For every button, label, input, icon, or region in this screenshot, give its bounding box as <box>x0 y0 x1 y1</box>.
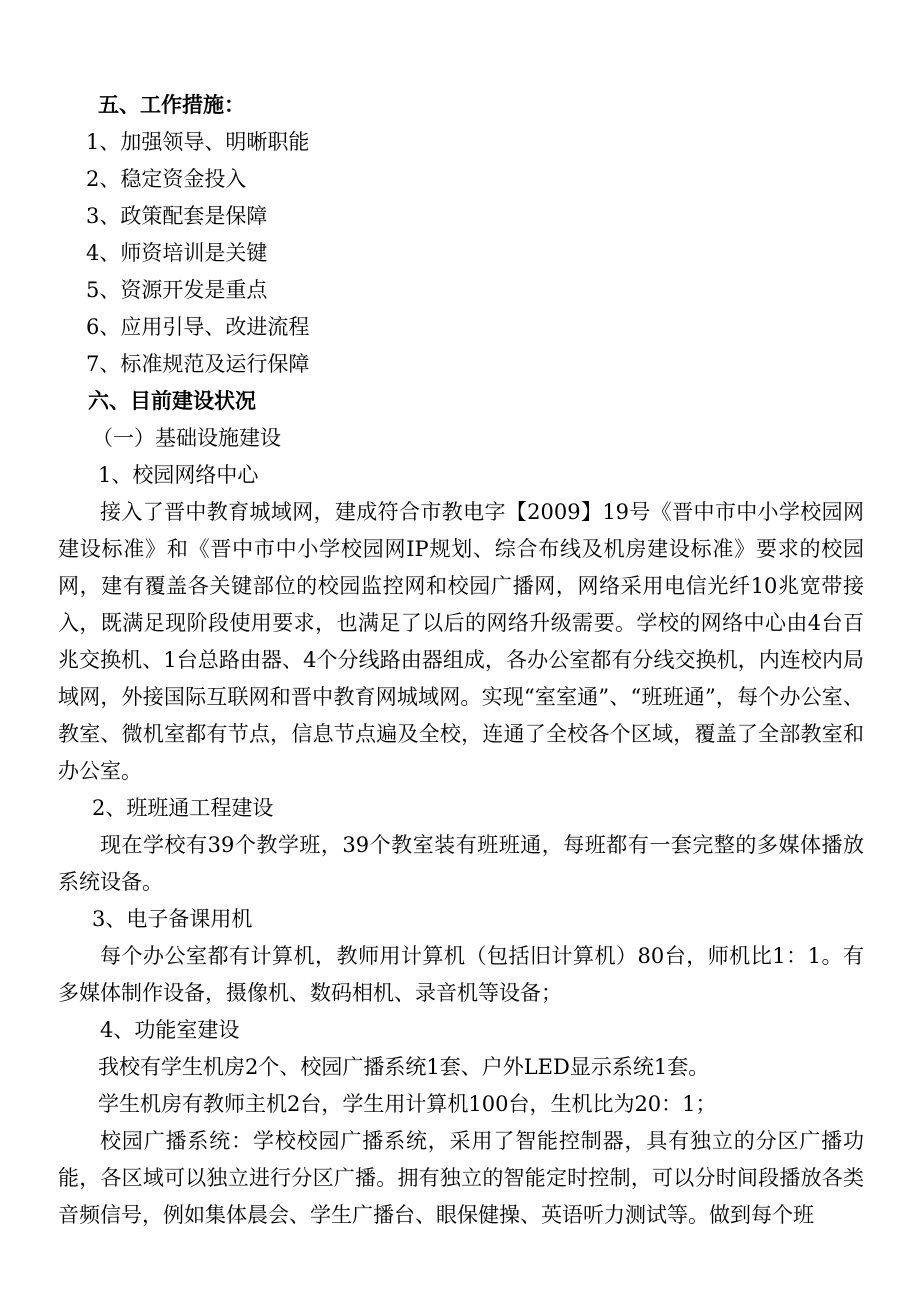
measure-item-5: 5、资源开发是重点 <box>86 278 268 302</box>
measure-item-7: 7、标准规范及运行保障 <box>86 352 310 376</box>
function-room-line-1: 我校有学生机房2个、校园广播系统1套、户外LED显示系统1套。 <box>98 1055 710 1079</box>
class-link-paragraph: 现在学校有39个教学班，39个教室装有班班通，每班都有一套完整的多媒体播放系统设备。 <box>58 833 864 894</box>
class-link-title: 2、班班通工程建设 <box>92 796 274 820</box>
measure-item-2: 2、稳定资金投入 <box>86 167 247 191</box>
lesson-prep-title: 3、电子备课用机 <box>92 907 253 931</box>
measure-item-4: 4、师资培训是关键 <box>86 241 268 265</box>
network-center-paragraph: 接入了晋中教育城域网，建成符合市教电字【2009】19号《晋中市中小学校园网建设标准》和《晋中市中小学校园网IP规划、综合布线及机房建设标准》要求的校园网，建有覆盖各关键部位的校园监控网和校园广播网，网络采用电信光纤10兆宽带接入，既满足现阶段使用要求，也满足了以后的网络升级需要。学校的网络中心由4台百兆交换机、1台总路由器、4个分线路由器组成，各办公室都有分线交换机，内连校内局域网，外接国际互联网和晋中教育网城域网。实现“室室通”、“班班通”，每个办公室、教室、微机室都有节点，信息节点遍及全校，连通了全校各个区域，覆盖了全部教室和办公室。 <box>58 500 864 783</box>
section-six-title: 六、目前建设状况 <box>88 388 256 413</box>
measure-item-1: 1、加强领导、明晰职能 <box>86 130 310 154</box>
function-room-title: 4、功能室建设 <box>100 1018 240 1042</box>
subsection-infrastructure-title: （一）基础设施建设 <box>92 426 281 450</box>
section-five-title: 五、工作措施： <box>98 92 245 117</box>
function-room-line-2: 学生机房有教师主机2台，学生用计算机100台，生机比为20：1； <box>98 1092 717 1116</box>
measure-item-3: 3、政策配套是保障 <box>86 204 268 228</box>
lesson-prep-paragraph: 每个办公室都有计算机，教师用计算机（包括旧计算机）80台，师机比1：1。有多媒体制作设备，摄像机、数码相机、录音机等设备； <box>58 944 864 1005</box>
measure-item-6: 6、应用引导、改进流程 <box>86 315 310 339</box>
broadcast-system-paragraph: 校园广播系统：学校校园广播系统，采用了智能控制器，具有独立的分区广播功能，各区域可以独立进行分区广播。拥有独立的智能定时控制，可以分时间段播放各类音频信号，例如集体晨会、学生广播台、眼保健操、英语听力测试等。做到每个班 <box>58 1129 864 1227</box>
network-center-title: 1、校园网络中心 <box>98 463 259 487</box>
